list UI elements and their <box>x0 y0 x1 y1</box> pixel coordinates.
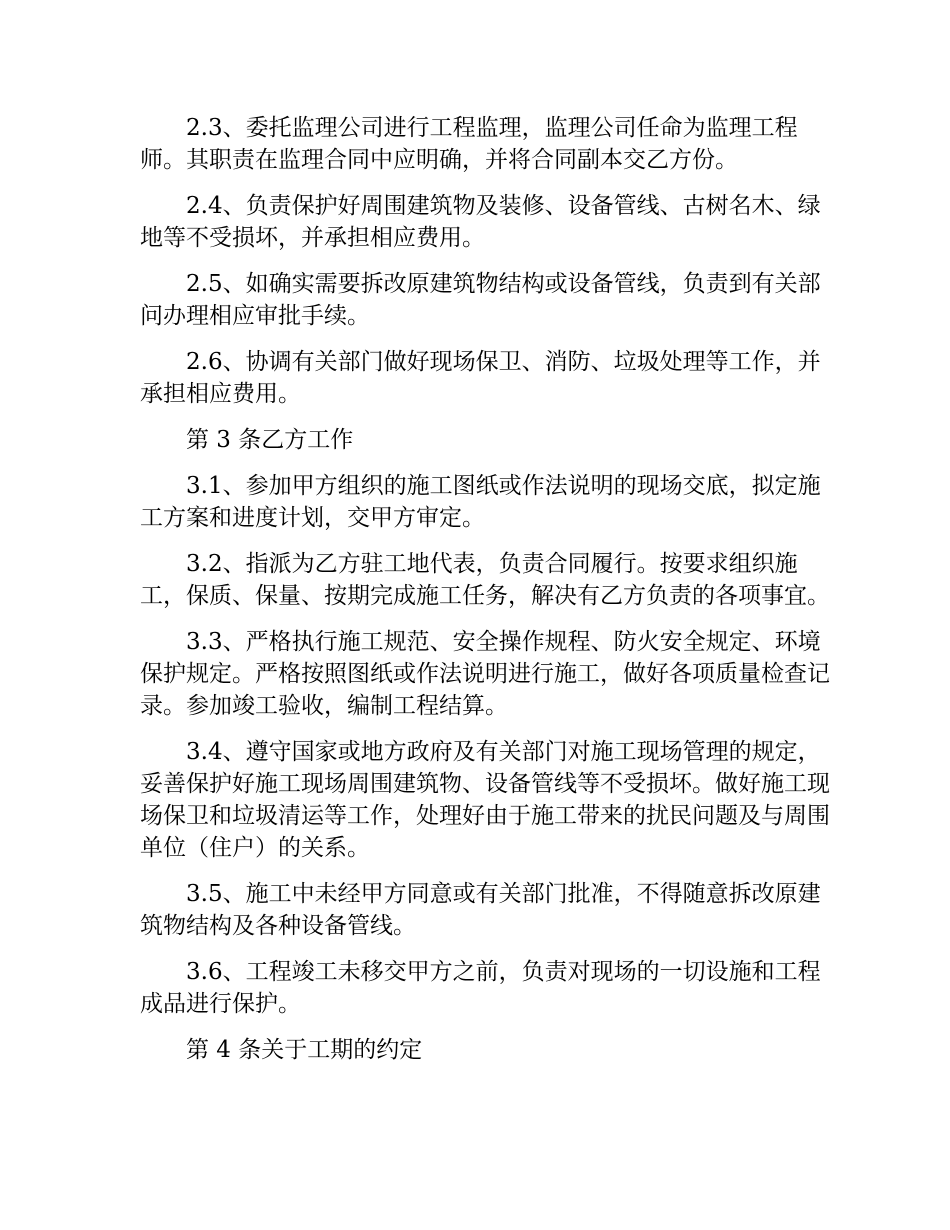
clause-2-4: 2.4、负责保护好周围建筑物及装修、设备管线、古树名木、绿地等不受损坏，并承担相应费用。 <box>140 193 821 251</box>
clause-2-6: 2.6、协调有关部门做好现场保卫、消防、垃圾处理等工作，并承担相应费用。 <box>140 349 821 407</box>
clause-2-5: 2.5、如确实需要拆改原建筑物结构或设备管线，负责到有关部问办理相应审批手续。 <box>140 271 821 329</box>
clause-3-5: 3.5、施工中未经甲方同意或有关部门批准，不得随意拆改原建筑物结构及各种设备管线。 <box>140 881 821 939</box>
document-body <box>140 112 840 1080</box>
clause-3-6: 3.6、工程竣工未移交甲方之前，负责对现场的一切设施和工程成品进行保护。 <box>140 959 821 1017</box>
article-4-heading: 第 4 条关于工期的约定 <box>186 1037 423 1063</box>
clause-2-3: 2.3、委托监理公司进行工程监理，监理公司任命为监理工程师。其职责在监理合同中应明确，并将合同副本交乙方份。 <box>140 115 798 173</box>
clause-3-1: 3.1、参加甲方组织的施工图纸或作法说明的现场交底，拟定施工方案和进度计划，交甲方审定。 <box>140 473 821 531</box>
clause-3-3: 3.3、严格执行施工规范、安全操作规程、防火安全规定、环境保护规定。严格按照图纸或作法说明进行施工，做好各项质量检查记录。参加竣工验收，编制工程结算。 <box>140 629 830 719</box>
clause-3-4: 3.4、遵守国家或地方政府及有关部门对施工现场管理的规定，妥善保护好施工现场周围建筑物、设备管线等不受损坏。做好施工现场保卫和垃圾清运等工作，处理好由于施工带来的扰民问题及与周围单位（住户）的关系。 <box>140 739 830 861</box>
article-3-heading: 第 3 条乙方工作 <box>186 427 354 453</box>
clause-3-2: 3.2、指派为乙方驻工地代表，负责合同履行。按要求组织施工，保质、保量、按期完成施工任务，解决有乙方负责的各项事宜。 <box>140 551 830 609</box>
